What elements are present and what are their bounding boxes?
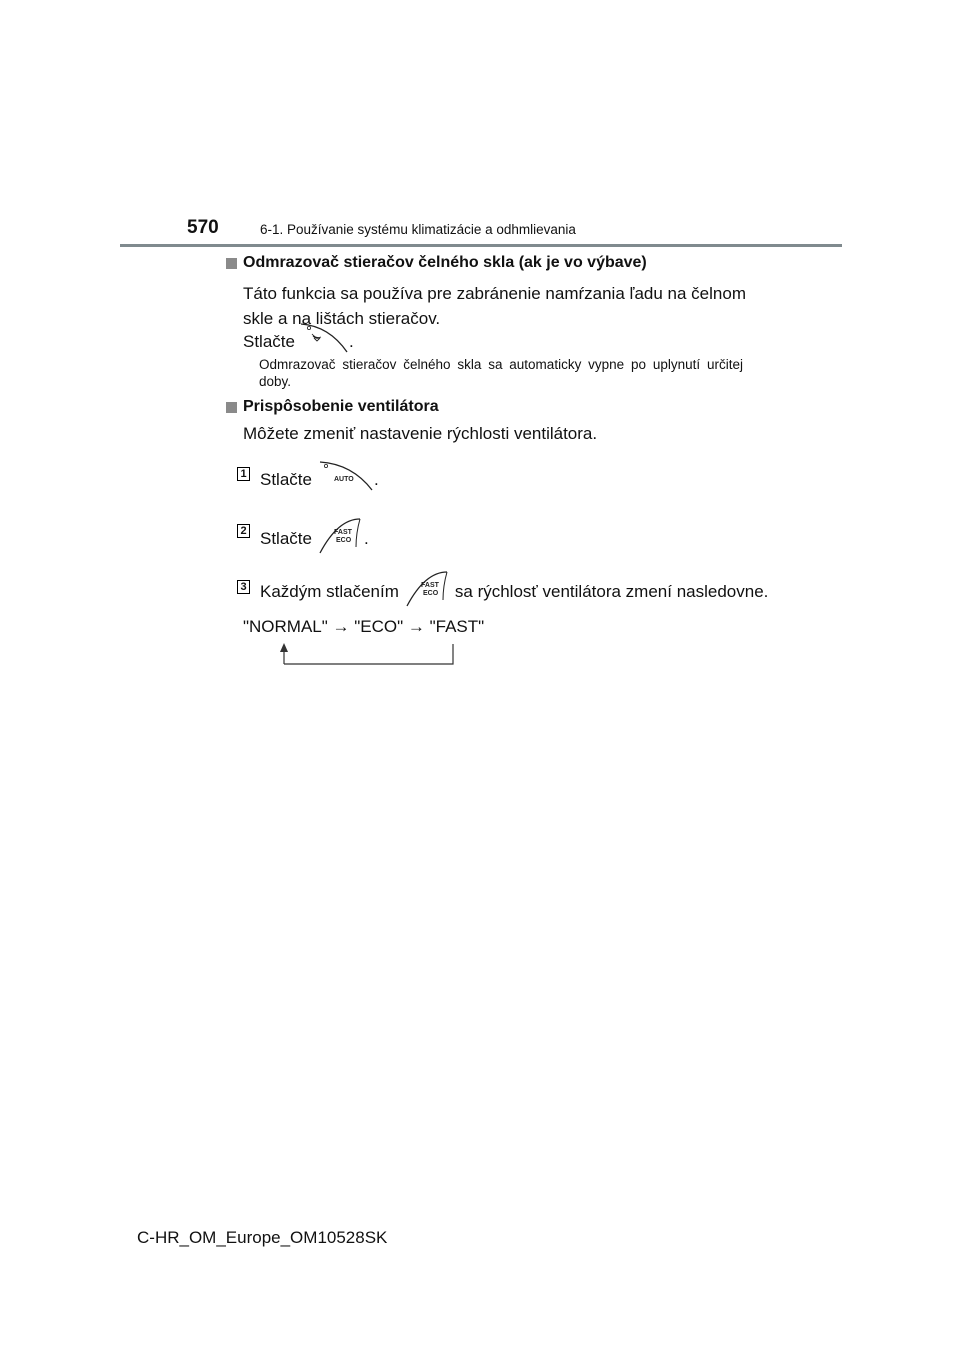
fan-mode-sequence: "NORMAL" → "ECO" → "FAST"	[243, 617, 485, 636]
auto-button-label: AUTO	[333, 476, 354, 483]
cycle-arrow-icon	[278, 642, 460, 666]
section-heading-text: Prispôsobenie ventilátora	[243, 398, 439, 415]
step-3-row	[260, 570, 768, 613]
paragraph-wiper-deicer: Táto funkcia sa používa pre zabránenie namŕzania ľadu na čelnom skle a na lištách stieračov.	[243, 284, 746, 328]
header-divider	[120, 244, 842, 247]
auto-button-icon	[318, 460, 374, 499]
eco-label: ECO	[335, 537, 352, 544]
step-1-prefix: Stlačte	[260, 469, 312, 489]
step-number-badge: 2	[237, 524, 250, 538]
step-number-badge: 1	[237, 467, 250, 481]
step-1-suffix: .	[373, 469, 379, 489]
instruction-prefix: Stlačte	[243, 331, 295, 351]
fast-label: FAST	[333, 529, 352, 536]
page-number: 570	[187, 217, 219, 238]
section-heading-fan	[226, 398, 439, 416]
step-3-suffix: sa rýchlosť ventilátora zmení nasledovne.	[454, 581, 769, 601]
paragraph-fan: Môžete zmeniť nastavenie rýchlosti ventilátora.	[243, 424, 598, 443]
bullet-square-icon	[226, 402, 237, 413]
step-2-row	[260, 517, 369, 560]
bullet-square-icon	[226, 258, 237, 269]
fast-eco-button-icon	[316, 517, 364, 560]
eco-label: ECO	[422, 590, 439, 597]
step-3-prefix: Každým stlačením	[260, 581, 399, 601]
step-1-row	[260, 460, 379, 499]
section-title: 6-1. Používanie systému klimatizácie a odhmlievania	[260, 222, 576, 237]
fast-eco-button-icon	[403, 570, 451, 613]
instruction-suffix: .	[348, 331, 354, 351]
step-2-prefix: Stlačte	[260, 528, 312, 548]
section-heading-wiper-deicer	[226, 254, 647, 272]
document-id: C-HR_OM_Europe_OM10528SK	[137, 1228, 388, 1247]
note-auto-off: Odmrazovač stieračov čelného skla sa automaticky vypne po uplynutí určitej doby.	[259, 357, 743, 389]
step-number-badge: 3	[237, 580, 250, 594]
step-2-suffix: .	[363, 528, 369, 548]
fast-label: FAST	[420, 582, 439, 589]
section-heading-text: Odmrazovač stieračov čelného skla (ak je vo výbave)	[243, 254, 647, 271]
